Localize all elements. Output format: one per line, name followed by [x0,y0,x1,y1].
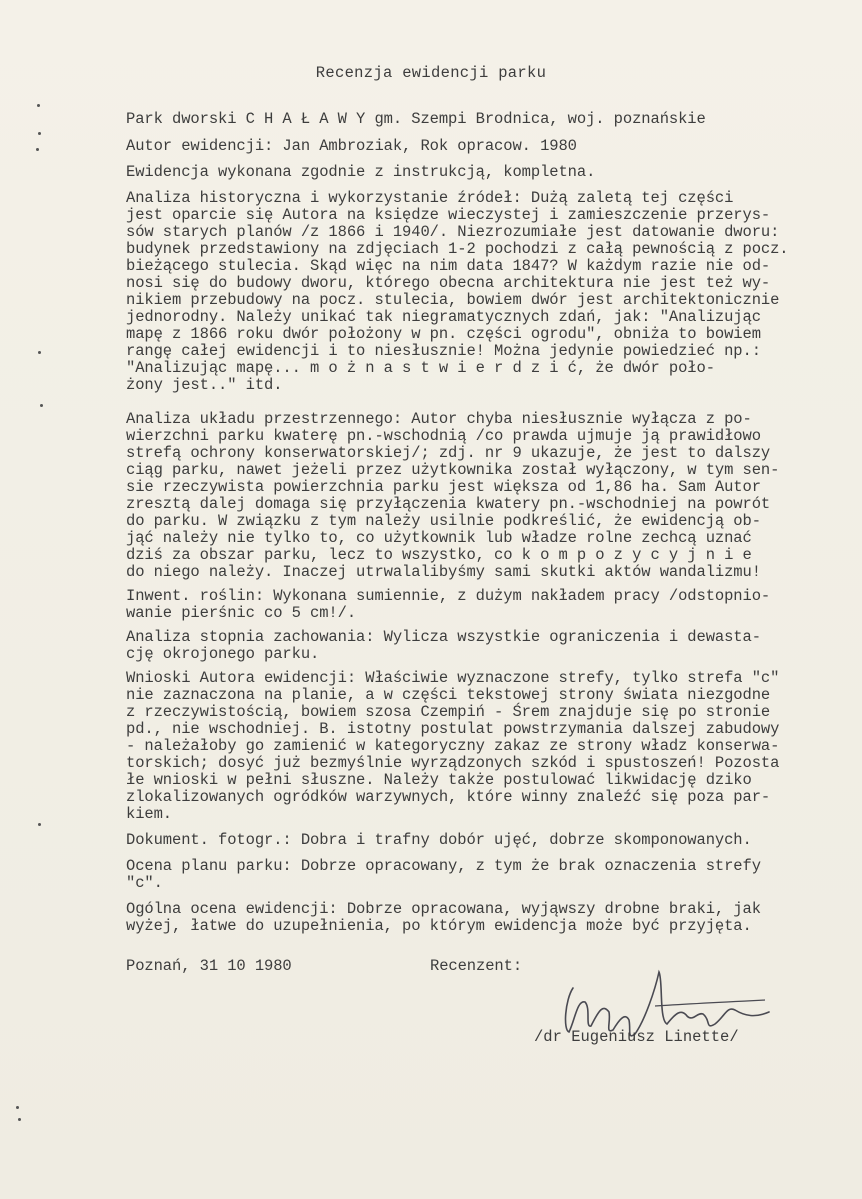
text-line: mapę z 1866 roku dwór położony w pn. części ogrodu", obniża to bowiem [126,325,761,343]
text-line: nie zaznaczona na planie, a w części tekstowej strony świata niezgodne [126,686,771,704]
text-line: kiem. [126,805,173,823]
margin-mark [16,1106,19,1109]
text-line: Autor ewidencji: Jan Ambroziak, Rok opracow. 1980 [126,137,577,155]
text-line: dziś za obszar parku, lecz to wszystko, co k o m p o z y c y j n i e [126,546,752,564]
text-line: Ogólna ocena ewidencji: Dobrze opracowana, wyjąwszy drobne braki, jak [126,900,761,918]
margin-mark [36,148,39,151]
margin-mark [40,404,43,407]
text-line: wyżej, łatwe do uzupełnienia, po którym ewidencja może być przyjęta. [126,917,752,935]
text-line: strefą ochrony konserwatorskiej/; zdj. nr 9 ukazuje, że jest to dalszy [126,444,771,462]
text-line: ciąg parku, nawet jeżeli przez użytkownika został wyłączony, w tym sen- [126,461,780,479]
text-line: sów starych planów /z 1866 i 1940/. Niezrozumiałe jest datowanie dworu: [126,223,780,241]
text-line: zlokalizowanych ogródków warzywnych, które winny znaleźć się poza par- [126,788,771,806]
text-line: Ewidencja wykonana zgodnie z instrukcją, kompletna. [126,163,596,181]
text-line: Analiza historyczna i wykorzystanie źródeł: Dużą zaletą tej części [126,189,734,207]
text-line: Ocena planu parku: Dobrze opracowany, z tym że brak oznaczenia strefy [126,857,761,875]
margin-mark [18,1118,21,1121]
text-line: jąć należy nie tylko to, co użytkownik lub władze rolne zechcą uznać [126,529,752,547]
margin-mark [37,104,40,107]
margin-mark [38,132,41,135]
margin-mark [38,823,41,826]
place-and-date: Poznań, 31 10 1980 [126,957,292,975]
margin-mark [38,351,41,354]
text-line: wanie pierśnic co 5 cm!/. [126,604,357,622]
text-line: bieżącego stulecia. Skąd więc na nim data 1847? W każdym razie nie od- [126,257,771,275]
text-line: sie rzeczywista powierzchnia parku jest większa od 1,86 ha. Sam Autor [126,478,761,496]
text-line: do parku. W związku z tym należy usilnie podkreślić, że ewidencją ob- [126,512,761,530]
text-line: z rzeczywistością, bowiem szosa Czempiń - Śrem znajduje się po stronie [126,703,771,721]
text-line: Park dworski C H A Ł A W Y gm. Szempi Brodnica, woj. poznańskie [126,110,706,128]
text-line: cję okrojonego parku. [126,645,320,663]
text-line: pd., nie wschodniej. B. istotny postulat powstrzymania dalszej zabudowy [126,720,780,738]
text-line: łe wnioski w pełni słuszne. Należy także postulować likwidację dziko [126,771,752,789]
text-line: - należałoby go zamienić w kategoryczny zakaz ze strony władz konserwa- [126,737,780,755]
text-line: Analiza stopnia zachowania: Wylicza wszystkie ograniczenia i dewasta- [126,628,761,646]
text-line: zresztą dalej domaga się przyłączenia kwatery pn.-wschodniej na powrót [126,495,771,513]
text-line: torskich; dosyć już bezmyślnie wyrządzonych szkód i spustoszeń! Pozosta [126,754,780,772]
text-line: "Analizując mapę... m o ż n a s t w i e r d z i ć, że dwór poło- [126,359,715,377]
text-line: rangę całej ewidencji i to niesłusznie! Można jedynie powiedzieć np.: [126,342,761,360]
text-line: Analiza układu przestrzennego: Autor chyba niesłusznie wyłącza z po- [126,410,752,428]
text-line: jest oparcie się Autora na księdze wieczystej i zamieszczenie przerys- [126,206,771,224]
text-line: jednorodny. Należy unikać tak niegramatycznych zdań, jak: "Analizując [126,308,761,326]
text-line: wierzchni parku kwaterę pn.-wschodnią /co prawda ujmuje ją prawidłowo [126,427,761,445]
text-line: budynek przedstawiony na zdjęciach 1-2 pochodzi z całą pewnością z pocz. [126,240,789,258]
document-title: Recenzja ewidencji parku [315,64,547,82]
text-line: "c". [126,874,163,892]
text-line: Dokument. fotogr.: Dobra i trafny dobór ujęć, dobrze skomponowanych. [126,831,752,849]
text-line: Inwent. roślin: Wykonana sumiennie, z dużym nakładem pracy /odstopnio- [126,587,771,605]
text-line: do niego należy. Inaczej utrwalalibyśmy sami skutki aktów wandalizmu! [126,563,761,581]
text-line: żony jest.." itd. [126,376,283,394]
signer-name: /dr Eugeniusz Linette/ [534,1028,739,1046]
reviewer-label: Recenzent: [430,957,523,975]
text-line: Wnioski Autora ewidencji: Właściwie wyznaczone strefy, tylko strefa "c" [126,669,780,687]
text-line: nosi się do budowy dworu, którego obecna architektura nie jest też wy- [126,274,771,292]
text-line: nikiem przebudowy na pocz. stulecia, bowiem dwór jest architektonicznie [126,291,780,309]
